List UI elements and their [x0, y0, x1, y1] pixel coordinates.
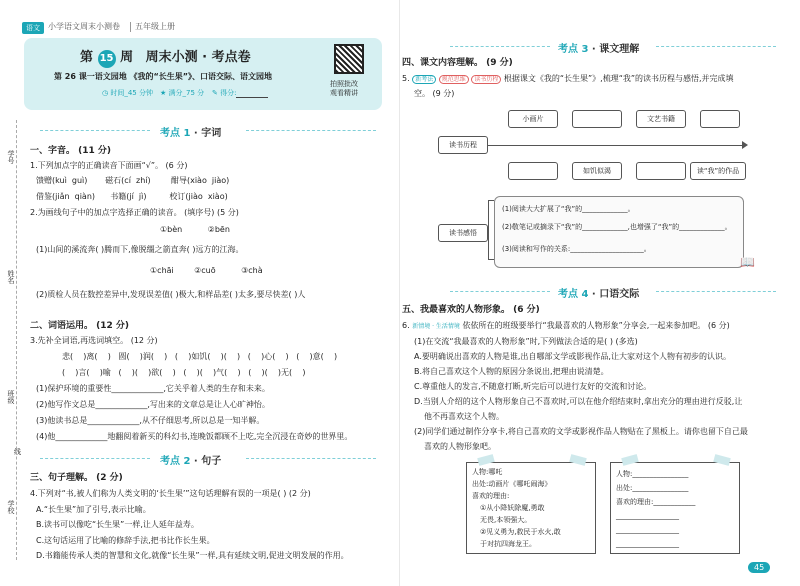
diagram-label-history: 读书历程 — [438, 136, 488, 154]
diagram-box-bottom-1[interactable] — [508, 162, 558, 180]
card1-line: 于对抗四海龙王。 — [480, 540, 536, 548]
q2-3: 3.先补全词语,再选词填空。 (12 分) — [30, 336, 158, 345]
q5-part-2b: 喜欢的人物形象吧。 — [424, 442, 496, 451]
q1-title: 一、字音。 (11 分) — [30, 146, 112, 156]
week-number-badge: 15 — [98, 50, 116, 68]
q2-sentence-2: (2)他写作文总是_____________,写出来的文章总是让人心旷神怡。 — [36, 400, 270, 409]
side-label-line: 线 — [14, 448, 21, 456]
diagram-box-top-1: 小画片 — [508, 110, 558, 128]
week-suffix: 周 — [120, 50, 134, 65]
card2-line[interactable]: __________________ — [616, 540, 679, 548]
banner-subtitle: 第 26 课一语文园地 《我的“长生果”》、口语交际、语文园地 — [54, 72, 273, 81]
tag-new-method: 新考法 — [412, 75, 436, 84]
insight-line-2: (2)敬笔记或摘录下“我”的_____________,也增强了“我”的_____________。 — [502, 223, 732, 231]
q1-1-row1: 馈赠(kuì guì) 磁石(cí zhí) 酣导(xiào jiào) — [36, 176, 230, 185]
q2-title: 二、词语运用。 (12 分) — [30, 321, 130, 331]
banner-score: ✎ 得分: — [212, 89, 268, 98]
card2-line[interactable]: __________________ — [616, 512, 679, 520]
card2-line[interactable]: 人物:________________ — [616, 470, 689, 478]
q3-option-a: A.“长生果”加了引号,表示比喻。 — [36, 505, 151, 514]
q5-option-a: A.要明确说出喜欢的人物是谁,出自哪部文学或影视作品,让大家对这个人物有初步的认识。 — [414, 352, 731, 361]
week-prefix: 第 — [80, 50, 94, 65]
q2-sentence-4: (4)他_____________地翻阅着新买的科幻书,连晚饭都顾不上吃,完全沉浸在奇妙的世界里。 — [36, 432, 353, 441]
insight-line-1: (1)阅读大大扩展了“我”的_____________。 — [502, 205, 635, 213]
q5-option-b: B.将自己喜欢这个人物的原因分条说出,把理由说清楚。 — [414, 367, 609, 376]
diagram-arrowhead — [742, 141, 748, 149]
book-icon: 📖 — [740, 255, 755, 269]
card1-line: ①从小降妖除魔,勇敢 — [480, 504, 545, 512]
section-title-3: 考点 3 · 课文理解 — [558, 44, 640, 55]
card1-line: 喜欢的理由: — [472, 492, 510, 500]
q1-1: 1.下列加点字的正确读音下面画“√”。 (6 分) — [30, 161, 188, 170]
tag-reading: 读书历程 — [471, 75, 501, 84]
card1-line: 无畏,本领强大。 — [480, 516, 532, 524]
diagram-box-top-3: 文艺书籍 — [636, 110, 686, 128]
banner-title: 周末小测 · 考点卷 — [145, 50, 251, 65]
diagram-label-insight: 读书感悟 — [438, 224, 488, 242]
q5-part-1: (1)在交流“我最喜欢的人物形象”时,下列做法合适的是( ) (多选) — [414, 337, 638, 346]
q1-2-sentence1: (1)山间的溪流奔( )腾而下,像脱缰之箭直奔( )远方的江海。 — [36, 245, 244, 254]
q3-option-b: B.读书可以像吃“长生果”一样,让人延年益寿。 — [36, 520, 199, 529]
star-icon: ★ — [160, 89, 167, 97]
right-page — [400, 0, 800, 586]
insight-line-3: (3)阅读和写作的关系:_____________________。 — [502, 245, 651, 253]
card1-line: 出处:动画片《哪吒闹海》 — [472, 480, 552, 488]
section-title-2: 考点 2 · 句子 — [160, 456, 222, 467]
tag-new-context: 新情境 · 生活情境 — [412, 323, 460, 330]
clock-icon: ◷ — [102, 89, 109, 97]
qr-code[interactable] — [334, 44, 364, 74]
q5-title: 五、我最喜欢的人物形象。 (6 分) — [402, 305, 540, 315]
section-divider — [246, 458, 376, 459]
q1-2: 2.为画线句子中的加点字选择正确的读音。 (填序号) (5 分) — [30, 208, 239, 217]
q1-2-options2: ①chāi ②cuō ③chà — [150, 266, 263, 275]
diagram-box-top-2[interactable] — [572, 110, 622, 128]
header-grade: 五年级上册 — [130, 22, 175, 32]
q4-5: 5. 新考法 规范思维 读书历程 根据课文《我的“长生果”》,梳理“我”的读书历程与感悟,并完成填 — [402, 74, 734, 83]
diagram-box-top-4[interactable] — [700, 110, 740, 128]
card2-line[interactable]: 喜欢的理由:____________ — [616, 498, 696, 506]
card1-line: ②见义勇为,救民于水火,敢 — [480, 528, 561, 536]
page-number: 45 — [748, 562, 770, 573]
q4-title: 四、课文内容理解。 (9 分) — [402, 58, 513, 68]
q2-words-row2: ( )言( )喻 ( )( )欲( ) ( )( )气( ) ( )( )无( ) — [62, 368, 306, 377]
header-badge: 语文 — [22, 22, 44, 34]
card2-line[interactable]: __________________ — [616, 526, 679, 534]
q3-title: 三、句子理解。 (2 分) — [30, 473, 123, 483]
q5-option-c: C.尊重他人的发言,不随意打断,听完后可以进行友好的交流和讨论。 — [414, 382, 652, 391]
q2-sentence-1: (1)保护环境的重要性_____________,它关乎着人类的生存和未来。 — [36, 384, 270, 393]
q1-2-options1: ①bèn ②bēn — [160, 225, 230, 234]
section-divider — [40, 130, 150, 131]
section-divider — [656, 291, 776, 292]
q1-2-sentence2: (2)质检人员在数控差异中,发现误差值( )极大,和样品差( )太多,要尽快差( )人 — [36, 290, 306, 299]
q2-sentence-3: (3)他读书总是_____________,从不仔细思考,所以总是一知半解。 — [36, 416, 265, 425]
qr-caption: 拍照批改 观看精讲 — [330, 80, 358, 97]
section-divider — [40, 458, 150, 459]
section-title-1: 考点 1 · 字词 — [160, 128, 222, 139]
pen-icon: ✎ — [212, 89, 218, 97]
week-title-row — [80, 46, 251, 68]
q3-option-c: C.这句话运用了比喻的修辞手法,把书比作长生果。 — [36, 536, 215, 545]
q5-option-d-1: D.当别人介绍的这个人物形象自己不喜欢时,可以在他介绍结束时,拿出充分的理由进行反驳,让 — [414, 397, 743, 406]
diagram-spine — [488, 145, 746, 146]
tag-thinking: 规范思维 — [439, 75, 469, 84]
diagram-box-bottom-3[interactable] — [636, 162, 686, 180]
side-label-xuehao: 学号 — [7, 150, 15, 164]
q5-part-2a: (2)同学们通过制作分享卡,将自己喜欢的文学或影视作品人物贴在了黑板上。请你也留下自己最 — [414, 427, 748, 436]
banner-time: ◷ 时间_45 分钟 — [102, 89, 153, 97]
header-series: 小学语文周末小测卷 — [48, 22, 120, 31]
side-label-name: 姓名 — [7, 270, 15, 284]
diagram-box-bottom-4: 读“我”的作品 — [690, 162, 746, 180]
q3-option-d: D.书籍能传承人类的智慧和文化,就像“长生果”一样,具有延续文明,促进文明发展的作用。 — [36, 551, 349, 560]
q2-words-row1: 悲( )离( ) 圆( )润( ) ( )如饥( )( ) ( )心( ) ( )意( ) — [62, 352, 338, 361]
card1-line: 人物:哪吒 — [472, 468, 503, 476]
q1-1-row2: 借鉴(jiǎn qiàn) 书籍(jí jì) 校订(jiào xiào) — [36, 192, 228, 201]
q4-5-continued: 空。 (9 分) — [414, 89, 455, 98]
section-divider — [656, 46, 776, 47]
binding-line — [16, 120, 17, 560]
section-divider — [450, 291, 550, 292]
banner-full-score: ★ 满分_75 分 — [160, 89, 205, 97]
q5-6: 6. 新情境 · 生活情境 依依所在的班级要举行“我最喜欢的人物形象”分享会,一起来参加吧。 (6 分) — [402, 321, 730, 330]
section-title-4: 考点 4 · 口语交际 — [558, 289, 640, 300]
diagram-box-bottom-2: 如饥似渴 — [572, 162, 622, 180]
section-divider — [246, 130, 376, 131]
q5-option-d-2: 他不再喜欢这个人物。 — [424, 412, 504, 421]
side-label-class: 班级 — [7, 390, 15, 404]
side-label-school: 学校 — [7, 500, 15, 514]
card2-line[interactable]: 出处:________________ — [616, 484, 689, 492]
section-divider — [450, 46, 550, 47]
q3-4: 4.下列对“书,被人们称为人类文明的‘长生果’”这句话理解有误的一项是( ) (2 分) — [30, 489, 311, 498]
